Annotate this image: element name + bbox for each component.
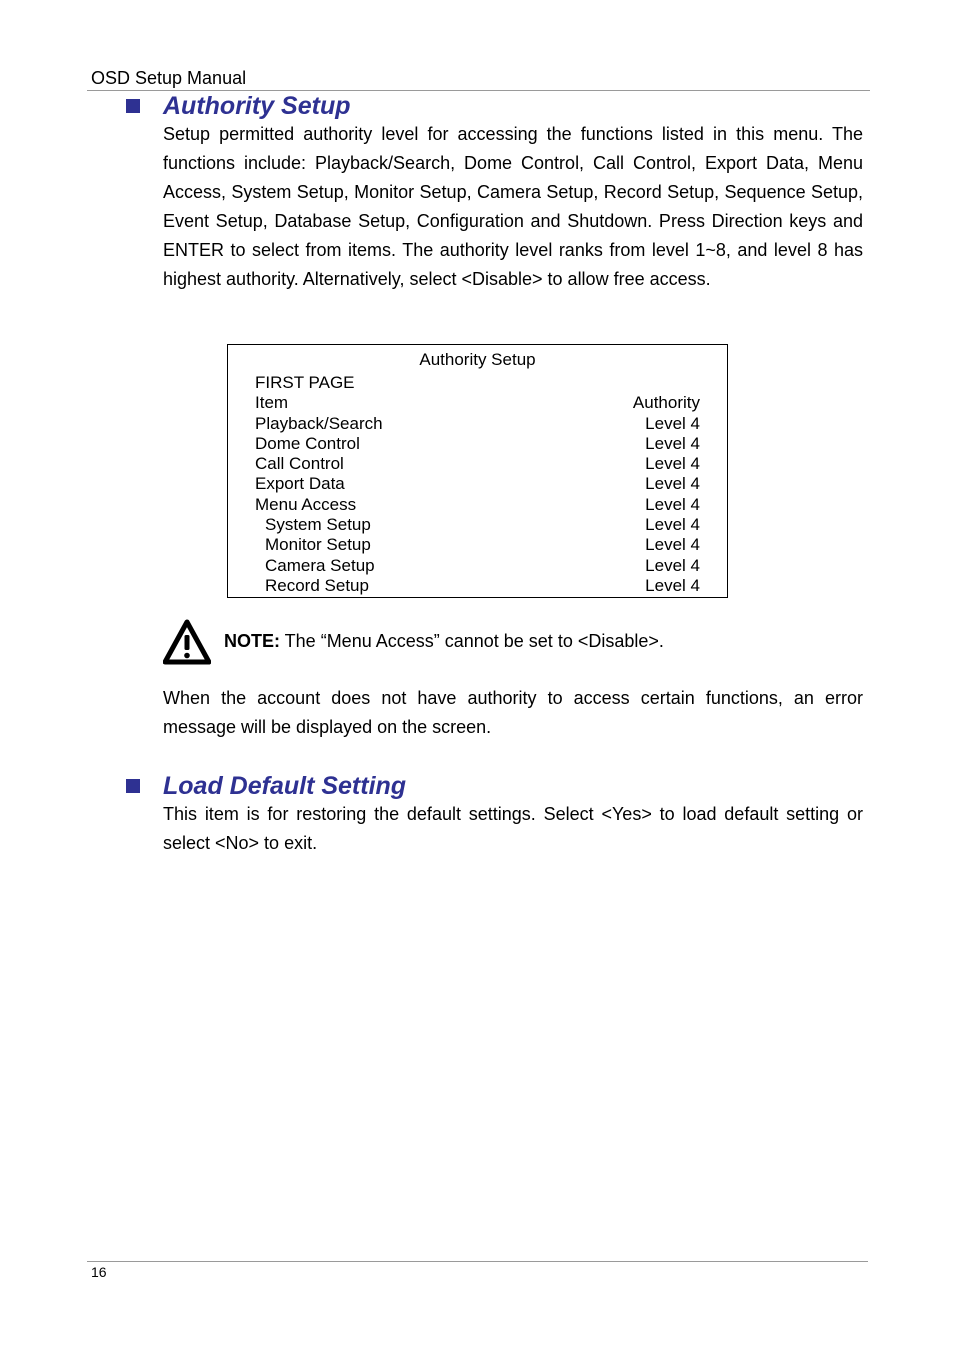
- load-default-description: This item is for restoring the default settings. Select <Yes> to load default setting or select <No> to exit.: [163, 804, 863, 853]
- osd-authority-value[interactable]: Level 4: [645, 515, 700, 535]
- osd-menu-rows: [255, 373, 700, 596]
- square-bullet-icon: [126, 779, 140, 793]
- osd-column-header-row: [255, 393, 700, 413]
- section-heading-text: Authority Setup: [163, 92, 351, 120]
- footer-divider: [87, 1261, 868, 1262]
- osd-row-menu-access[interactable]: [255, 495, 700, 515]
- osd-row-camera-setup[interactable]: [255, 556, 700, 576]
- osd-item-label: Menu Access: [255, 494, 357, 514]
- osd-row-call-control[interactable]: [255, 454, 700, 474]
- authority-setup-description: Setup permitted authority level for accessing the functions listed in this menu. The functions include: Playback/Search, Dome Control, Call Control, Export Data, Menu Access, System Setup, Monitor Setup, Camera Setup, Record Setup, Sequence Setup, Event Setup, Database Setup, Configuration and Shutdown. Press Direction keys and ENTER to select from items. The authority level ranks from level 1~8, and level 8 has highest authority. Alternatively, select <Disable> to allow free access.: [163, 124, 863, 289]
- warning-icon: [163, 619, 211, 665]
- osd-row-monitor-setup[interactable]: [255, 535, 700, 555]
- osd-authority-setup-menu: [227, 344, 728, 598]
- osd-page-label: FIRST PAGE: [255, 373, 355, 392]
- osd-item-label: Record Setup: [265, 575, 369, 595]
- note-body: The “Menu Access” cannot be set to <Disable>.: [280, 631, 664, 651]
- osd-authority-value[interactable]: Level 4: [645, 433, 700, 453]
- osd-authority-value[interactable]: Level 4: [645, 555, 700, 575]
- page-number: 16: [91, 1264, 107, 1280]
- osd-item-label: System Setup: [265, 515, 371, 535]
- note-text: [224, 629, 664, 653]
- no-authority-error-description: When the account does not have authority to access certain functions, an error message will be displayed on the screen.: [163, 688, 863, 737]
- osd-item-label: Camera Setup: [265, 555, 375, 575]
- osd-row-system-setup[interactable]: [255, 515, 700, 535]
- osd-authority-value[interactable]: Level 4: [645, 575, 700, 595]
- osd-menu-title: Authority Setup: [419, 350, 536, 369]
- osd-item-label: Call Control: [255, 454, 344, 474]
- osd-row-playback-search[interactable]: [255, 414, 700, 434]
- osd-authority-value[interactable]: Level 4: [645, 413, 700, 433]
- osd-authority-value[interactable]: Level 4: [645, 454, 700, 474]
- section-heading-load-default-setting: [126, 770, 406, 802]
- osd-item-label: Monitor Setup: [265, 535, 371, 555]
- osd-authority-value[interactable]: Level 4: [645, 474, 700, 494]
- running-header: OSD Setup Manual: [91, 68, 247, 88]
- osd-item-label: Export Data: [255, 474, 345, 494]
- osd-row-export-data[interactable]: [255, 474, 700, 494]
- square-bullet-icon: [126, 99, 140, 113]
- osd-authority-value[interactable]: Level 4: [645, 494, 700, 514]
- osd-item-label: Dome Control: [255, 433, 360, 453]
- osd-column-header-authority: Authority: [632, 393, 700, 413]
- osd-column-header-item: Item: [255, 393, 289, 413]
- osd-row-record-setup[interactable]: [255, 576, 700, 596]
- section-heading-authority-setup: [126, 90, 351, 122]
- osd-page-label-row: [255, 373, 700, 393]
- osd-item-label: Playback/Search: [255, 413, 383, 433]
- note-label: NOTE:: [224, 631, 280, 651]
- osd-authority-value[interactable]: Level 4: [645, 535, 700, 555]
- osd-row-dome-control[interactable]: [255, 434, 700, 454]
- section-heading-text: Load Default Setting: [163, 772, 407, 800]
